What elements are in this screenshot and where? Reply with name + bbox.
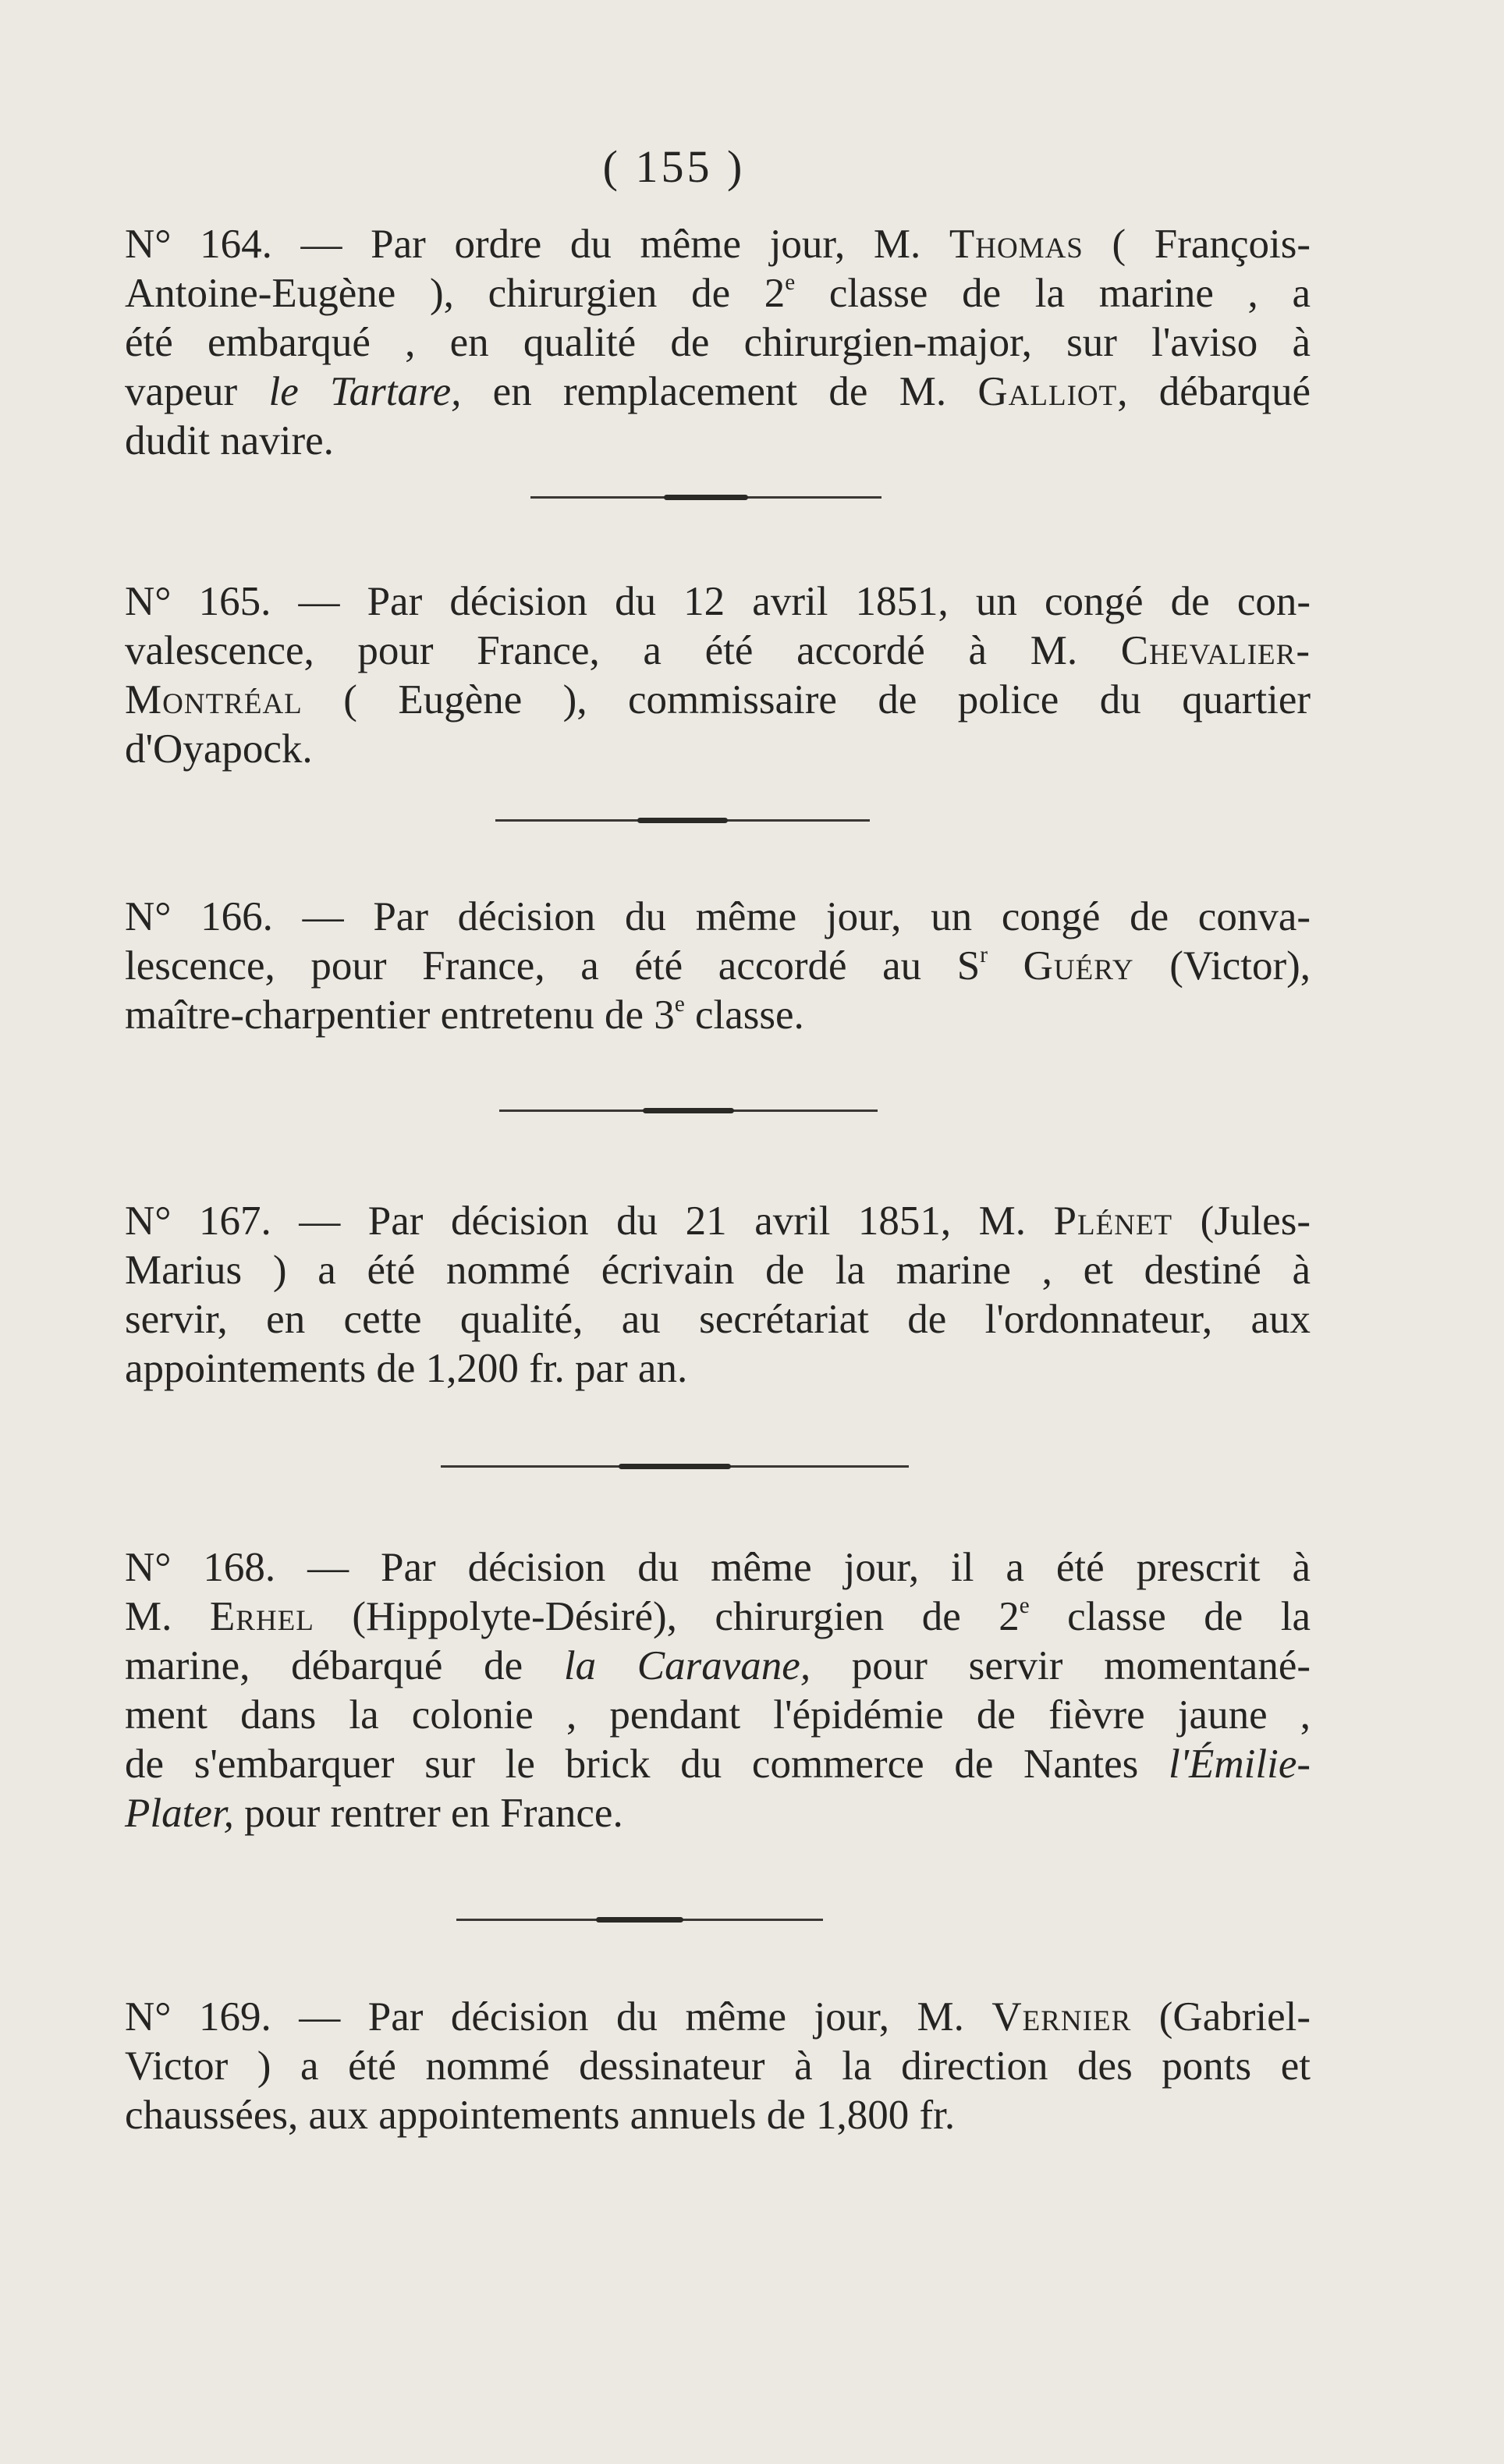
text-run: N° 169. — Par décision du même jour, M. [125,1994,992,2040]
entry-164 [125,220,1311,466]
text-run: en remplacement de M. [461,369,978,414]
text-line [125,1691,1311,1740]
ship-name: l'Émilie- [1168,1741,1311,1787]
text-line [125,220,1311,269]
text-line [125,676,1311,725]
text-line [125,367,1311,417]
entry-168 [125,1543,1311,1838]
surname: Galliot [977,369,1118,414]
text-run: N° 165. — Par décision du 12 avril 1851, un congé de con- [125,579,1311,624]
text-run: servir, en cette qualité, au secrétariat de l'ordonnateur, aux [125,1297,1311,1342]
text-line [125,1592,1311,1642]
text-run: appointements de 1,200 fr. par an. [125,1346,688,1391]
text-run: ( Eugène ), commissaire de police du quartier [302,677,1311,723]
text-run: Marius ) a été nommé écrivain de la marine , et destiné à [125,1248,1311,1293]
page-number: ( 155 ) [602,141,746,192]
text-run: ( François- [1083,222,1311,267]
superscript: e [1019,1593,1030,1619]
entry-167 [125,1197,1311,1394]
text-line [125,1789,1311,1838]
text-run: N° 164. — Par ordre du même jour, M. [125,222,949,267]
text-run: (Jules- [1172,1198,1311,1244]
text-line [125,1344,1311,1394]
surname: Thomas [949,222,1084,267]
text-run: pour rentrer en France. [233,1791,623,1836]
text-run: valescence, pour France, a été accordé à M. [125,628,1121,673]
text-run: (Gabriel- [1131,1994,1311,2040]
separator-rule [441,1465,909,1468]
text-line [125,1197,1311,1246]
text-run: N° 167. — Par décision du 21 avril 1851, M. [125,1198,1054,1244]
text-run: , débarqué [1117,369,1311,414]
superscript: e [674,992,685,1017]
text-line [125,2091,1311,2140]
ship-name: Plater, [125,1791,234,1836]
text-line [125,991,1311,1040]
text-run [988,943,1023,989]
text-run: M. [125,1594,210,1639]
text-line [125,942,1311,991]
separator-rule [530,496,881,499]
surname: Guéry [1023,943,1134,989]
text-run: classe de la marine , a [795,271,1311,316]
text-line [125,1543,1311,1592]
text-run: vapeur [125,369,269,414]
ship-name: le Tartare, [268,369,462,414]
text-run: ment dans la colonie , pendant l'épidémie de fièvre jaune , [125,1692,1311,1738]
text-run: (Victor), [1133,943,1311,989]
surname: Montréal [125,677,303,723]
entry-166 [125,893,1311,1040]
text-run: marine, débarqué de [125,1643,564,1688]
separator-rule [499,1110,878,1112]
text-run: (Hippolyte-Désiré), chirurgien de 2 [314,1594,1020,1639]
text-line [125,1295,1311,1344]
text-run: chaussées, aux appointements annuels de 1,800 fr. [125,2093,956,2138]
entry-165 [125,577,1311,774]
text-run: classe de la [1029,1594,1311,1639]
text-run: maître-charpentier entretenu de 3 [125,992,675,1038]
ship-name: la Caravane, [563,1643,811,1688]
text-line [125,893,1311,942]
text-line [125,725,1311,774]
text-run: Victor ) a été nommé dessinateur à la direction des ponts et [125,2043,1311,2089]
text-line [125,318,1311,367]
text-run: lescence, pour France, a été accordé au S [125,943,981,989]
text-run: N° 166. — Par décision du même jour, un congé de conva- [125,894,1311,939]
text-run: dudit navire. [125,418,334,463]
surname: Chevalier- [1120,628,1311,673]
text-run: été embarqué , en qualité de chirurgien-major, sur l'aviso à [125,320,1311,365]
text-run: d'Oyapock. [125,726,313,772]
separator-rule [456,1919,823,1921]
entry-169 [125,1993,1311,2140]
text-run: N° 168. — Par décision du même jour, il a été prescrit à [125,1545,1311,1590]
text-run: pour servir momentané- [811,1643,1311,1688]
text-run: classe. [684,992,804,1038]
text-line [125,1993,1311,2042]
surname: Erhel [209,1594,314,1639]
separator-rule [495,819,870,822]
text-line [125,417,1311,466]
superscript: r [980,943,988,968]
text-run: de s'embarquer sur le brick du commerce de Nantes [125,1741,1169,1787]
text-line [125,1642,1311,1691]
text-line [125,269,1311,318]
text-line [125,1246,1311,1295]
surname: Plénet [1053,1198,1173,1244]
text-line [125,627,1311,676]
text-line [125,577,1311,627]
text-run: Antoine-Eugène ), chirurgien de 2 [125,271,786,316]
text-line [125,1740,1311,1789]
text-line [125,2042,1311,2091]
surname: Vernier [991,1994,1132,2040]
superscript: e [785,270,796,296]
